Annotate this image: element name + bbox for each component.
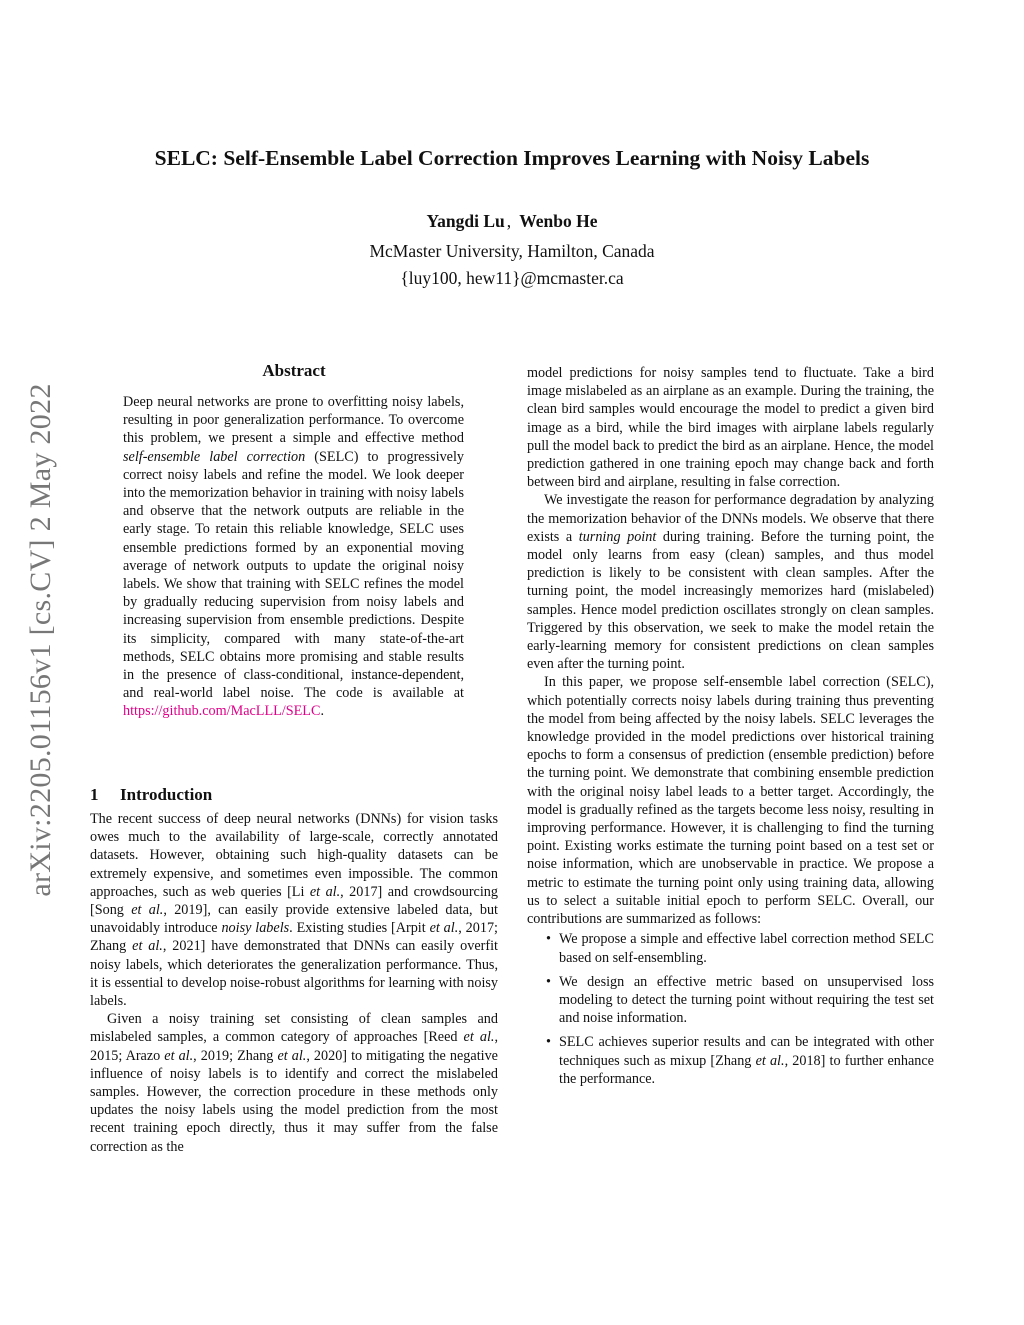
abstract-paragraph: Deep neural networks are prone to overfitting noisy labels, resulting in poor generalization performance. To overcome this problem, we present a simple and effective method self-ensemble label correction (SELC) to progressively correct noisy labels and refine the model. We look deeper into the memorization behavior in training with noisy labels and observe that the network outputs are reliable in the early stage. To retain this reliable knowledge, SELC uses ensemble predictions formed by an exponential moving average of network outputs to update the original noisy labels. We show that training with SELC refines the model by gradually reducing supervision from noisy labels and increasing supervision from ensemble predictions. Despite its simplicity, compared with many state-of-the-art methods, SELC obtains more promising and stable results in the presence of class-conditional, instance-dependent, and real-world label noise. The code is available at https://github.com/MacLLL/SELC. bbox=[123, 394, 464, 720]
bullet-marker: • bbox=[546, 1034, 551, 1051]
right-column-body bbox=[527, 364, 934, 1094]
contribution-item: • We propose a simple and effective label correction method SELC based on self-ensembling. bbox=[546, 931, 934, 966]
author-name: Wenbo He bbox=[519, 211, 598, 231]
intro-paragraph: The recent success of deep neural networks (DNNs) for vision tasks owes much to the availability of large-scale, correctly annotated datasets. However, obtaining such high-quality datasets can be extremely expensive, and sometimes even impossible. The common approaches, such as web queries [Li et al., 2017] and crowdsourcing [Song et al., 2019], can easily provide extensive labeled data, but unavoidably introduce noisy labels. Existing studies [Arpit et al., 2017; Zhang et al., 2021] have demonstrated that DNNs can easily overfit noisy labels, which deteriorates the generalization performance. Thus, it is essential to develop noise-robust algorithms for learning with noisy labels. bbox=[90, 811, 498, 1010]
arxiv-sidebar bbox=[10, 350, 72, 930]
abstract-body bbox=[123, 393, 464, 721]
paper-title: SELC: Self-Ensemble Label Correction Improves Learning with Noisy Labels bbox=[154, 146, 870, 170]
abstract-heading: Abstract bbox=[262, 361, 326, 380]
intro-paragraph: In this paper, we propose self-ensemble label correction (SELC), which potentially corrects noisy labels during training thus preventing the model from being affected by the noisy labels. SELC leverages the knowledge provided in the model predictions over historical training epochs to form a consensus of prediction (ensemble prediction) before the turning point. We demonstrate that combining ensemble prediction with the original noisy label leads to a better target. Accordingly, the model is gradually refined as the targets become less noisy, resulting in improving performance. However, it is challenging to find the turning point. Existing works estimate the turning point based on a test set or noise information, which are unobservable in practice. We propose a metric to estimate the turning point only using training data, allowing us to select a suitable initial epoch to perform SELC. Overall, our contributions are summarized as follows: bbox=[527, 674, 934, 928]
section-number: 1 bbox=[90, 785, 99, 804]
section-heading-introduction bbox=[90, 785, 212, 805]
affiliation: McMaster University, Hamilton, Canada bbox=[369, 241, 655, 261]
bullet-marker: • bbox=[546, 931, 551, 948]
left-column-body bbox=[90, 810, 498, 1156]
intro-paragraph: We investigate the reason for performance degradation by analyzing the memorization behavior of the DNNs models. We observe that there exists a turning point during training. Before the turning point, the model only learns from easy (clean) samples, and thus model prediction is likely to be consistent with clean samples. After the turning point, the model increasingly memorizes hard (mislabeled) samples. Hence model prediction oscillates strongly on clean samples. Triggered by this observation, we seek to make the model retain the early-learning memory for consistent predictions on clean samples even after the turning point. bbox=[527, 492, 934, 673]
contribution-item: • We design an effective metric based on unsupervised loss modeling to detect the turning point without requiring the test set and noise information. bbox=[546, 973, 934, 1027]
intro-paragraph: Given a noisy training set consisting of clean samples and mislabeled samples, a common category of approaches [Reed et al., 2015; Arazo et al., 2019; Zhang et al., 2020] to mitigating the negative influence of noisy labels is to identify and correct the mislabeled samples. However, the correction procedure in these methods only updates the noisy labels using the model prediction from the most recent training epoch directly, thus it may suffer from the false correction as the bbox=[90, 1011, 498, 1155]
code-link[interactable]: https://github.com/MacLLL/SELC bbox=[123, 703, 321, 720]
arxiv-identifier: arXiv:2205.01156v1 [cs.CV] 2 May 2022 bbox=[24, 383, 57, 897]
intro-paragraph: model predictions for noisy samples tend to fluctuate. Take a bird image mislabeled as an airplane as an example. During the training, the clean bird samples would encourage the model to predict a given bird image as a bird, while the bird images with airplane labels regularly pull the model back to predict the bird as an airplane. Hence, the model prediction gathered in one training epoch may change back and forth between bird and airplane, resulting in false correction. bbox=[527, 365, 934, 491]
author-separator: , bbox=[506, 211, 512, 231]
author-email: {luy100, hew11}@mcmaster.ca bbox=[400, 268, 624, 288]
author-name: Yangdi Lu bbox=[426, 211, 505, 231]
contribution-item: • SELC achieves superior results and can be integrated with other techniques such as mixup [Zhang et al., 2018] to further enhance the performance. bbox=[546, 1034, 934, 1087]
contributions-list bbox=[527, 930, 934, 1088]
author-list bbox=[0, 211, 1024, 232]
bullet-marker: • bbox=[546, 973, 551, 990]
section-title: Introduction bbox=[120, 785, 213, 804]
